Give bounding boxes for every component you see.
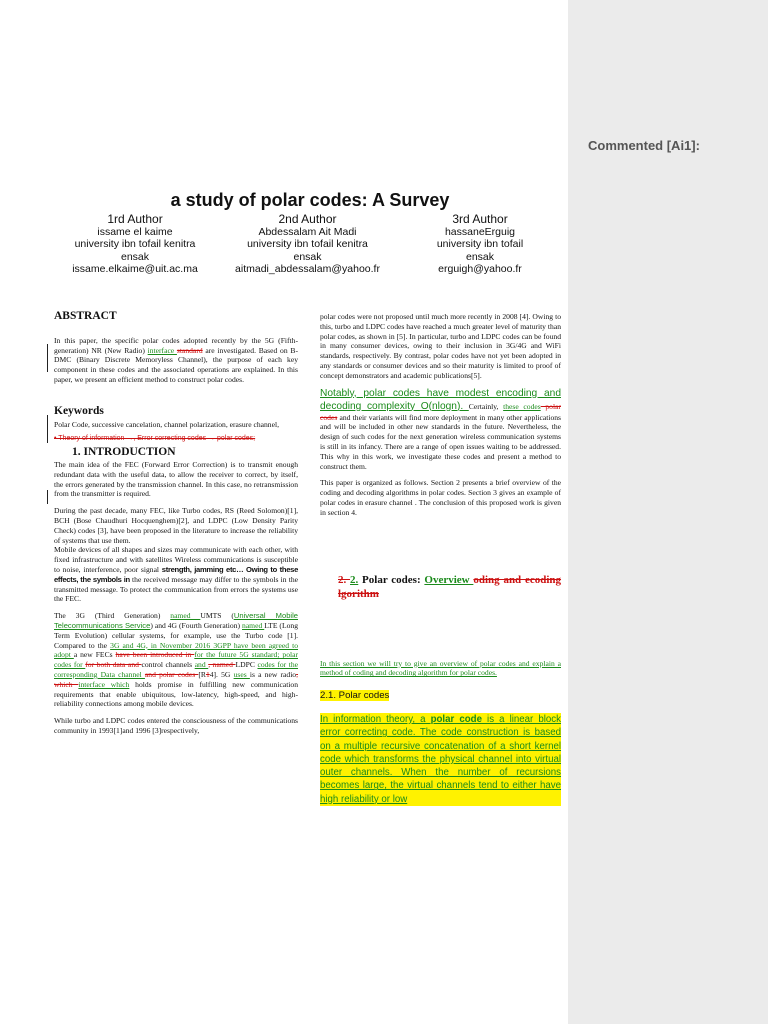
author-2-affiliation: university ibn tofail kenitra bbox=[247, 238, 368, 250]
body-paragraph: Notably, polar codes have modest encoding and decoding complexity O(nlogn). Certainly, these codes polar codes and their variants will find more deployment in many other applications and will be included in other new standards in the future. Nevertheless, the design of such codes for the next generation wireless communication systems is still in its infancy. There are a range of open issues waiting to be addressed. This why in this work, we investigate these codes and present a method to construct them. bbox=[320, 387, 561, 471]
change-bar bbox=[47, 415, 48, 443]
author-1-name: issame el kaime bbox=[97, 225, 173, 238]
abstract-text: In this paper, the specific polar codes adopted recently by the 5G (Fifth-generation) NR (New Radio) interface standard are investigated. Based on B-DMC (Binary Discrete Memoryless Channel), the purpose of each key component in these codes and the associated operations are explained. In this paper, we present an efficient method to construct polar codes. bbox=[54, 335, 298, 384]
author-1 bbox=[60, 213, 210, 276]
highlighted-definition: In information theory, a polar code is a linear block error correcting code. The code construction is based on a multiple recursive concatenation of a short kernel code which transforms the physical channel into virtual outer channels. When the number of recursions becomes large, the virtual channels tend to either have high reliability or low bbox=[320, 713, 561, 805]
intro-paragraph: The 3G (Third Generation) named UMTS (Universal Mobile Telecommunications Service) and 4G (Fourth Generation) named LTE (Long Term Evolution) cellular systems, for example, use the Turbo code [1]. Compared to the 3G and 4G, in November 2016 3GPP have been agreed to adopt a new FECs have been introduced in for the future 5G standard; polar codes for for both data and control channels and , named LDPC codes for the corresponding Data channel and polar codes [R14]. 5G uses is a new radio, which interface which holds promise in fulfilling new communication requirements that enable ubiquitous, low-latency, high-speed, and high-reliability connections among mobile devices. bbox=[54, 611, 299, 709]
author-1-place: ensak bbox=[120, 250, 150, 263]
right-column bbox=[320, 312, 561, 813]
comment-margin bbox=[568, 0, 768, 1024]
change-bar bbox=[47, 344, 48, 372]
author-3-place: ensak bbox=[465, 250, 495, 263]
comment-label[interactable]: Commented [Ai1]: bbox=[588, 138, 700, 153]
section-2-intro: In this section we will try to give an overview of polar codes and explain a method of coding and decoding algorithm for polar codes. bbox=[320, 658, 561, 678]
author-2-email[interactable]: aitmadi_abdessalam@yahoo.fr bbox=[235, 263, 380, 275]
author-2-heading: 2nd Author bbox=[278, 212, 337, 226]
author-3-affiliation: university ibn tofail bbox=[436, 238, 524, 250]
subsection-2-1: 2.1. Polar codes bbox=[320, 690, 390, 702]
intro-paragraph: Mobile devices of all shapes and sizes may communicate with each other, with fixed infrastructure and with satellites Wireless communications is susceptible to noise, interference, poor signal strength, jamming etc… Owing to these effects, the symbols in the received message may differ to the symbols in the transmitted message. To protect the communication from errors the systems use the FEC. bbox=[54, 545, 299, 604]
author-3 bbox=[420, 213, 540, 276]
intro-heading: 1. INTRODUCTION bbox=[72, 446, 176, 459]
author-2-name: Abdessalam Ait Madi bbox=[258, 225, 357, 238]
author-2-place: ensak bbox=[293, 250, 322, 263]
author-1-affiliation: university ibn tofail kenitra bbox=[74, 238, 196, 250]
keywords-heading: Keywords bbox=[54, 404, 104, 417]
author-3-email[interactable]: erguigh@yahoo.fr bbox=[438, 263, 522, 275]
author-2 bbox=[225, 213, 390, 276]
section-2-heading: 2. 2. Polar codes: Overview oding and ecoding lgorithm bbox=[338, 573, 562, 600]
intro-paragraph: While turbo and LDPC codes entered the consciousness of the communications community in 1993[1]and 1996 [3]respectively, bbox=[54, 716, 298, 735]
author-1-email[interactable]: issame.elkaime@uit.ac.ma bbox=[72, 263, 198, 275]
paper-title: a study of polar codes: A Survey bbox=[170, 190, 450, 210]
body-paragraph: polar codes were not proposed until much more recently in 2008 [4]. Owing to this, turbo and LDPC codes have reached a much greater level of maturity than polar codes, as shown in [5]. In particular, turbo and LDPC codes can be found in many consumer devices, owing to their inclusion in 3G/4G and WiFi standards, respectively. By contrast, polar codes have not yet been adopted in any standards or consumer devices and so their maturity is limited to proof of concept demonstrators and academic publications[5]. bbox=[320, 312, 561, 380]
keywords-deleted: • Theory of information →, Error correcting codes → polar codes; bbox=[54, 435, 256, 443]
left-column bbox=[54, 312, 298, 743]
author-1-heading: 1rd Author bbox=[107, 212, 163, 226]
keywords-text: Polar Code, successive cancelation, channel polarization, erasure channel, bbox=[54, 419, 279, 429]
change-bar bbox=[47, 490, 48, 504]
body-paragraph: This paper is organized as follows. Section 2 presents a brief overview of the coding and decoding algorithms in polar codes. Section 3 gives an example of polar codes in erasure channel . The conclusion of this proposed work is given in section 4. bbox=[320, 478, 561, 517]
abstract-heading: ABSTRACT bbox=[54, 310, 117, 322]
intro-paragraph: The main idea of the FEC (Forward Error Correction) is to transmit enough redundant data with the useful data, to allow the receiver to correct, by itself, the errors generated by the transmission channel. In this case, no retransmission from the transmitter is required. bbox=[54, 459, 298, 499]
author-3-heading: 3rd Author bbox=[452, 212, 508, 226]
intro-paragraph: During the past decade, many FEC, like Turbo codes, RS (Reed Solomon)[1], BCH (Bose Chaudhuri Hocquenghem)[2], and LDPC (Low Density Parity Check) codes [3], have been proposed in the literature to increase the reliability of systems that use them. bbox=[54, 506, 298, 545]
author-3-name: hassaneErguig bbox=[444, 225, 516, 238]
